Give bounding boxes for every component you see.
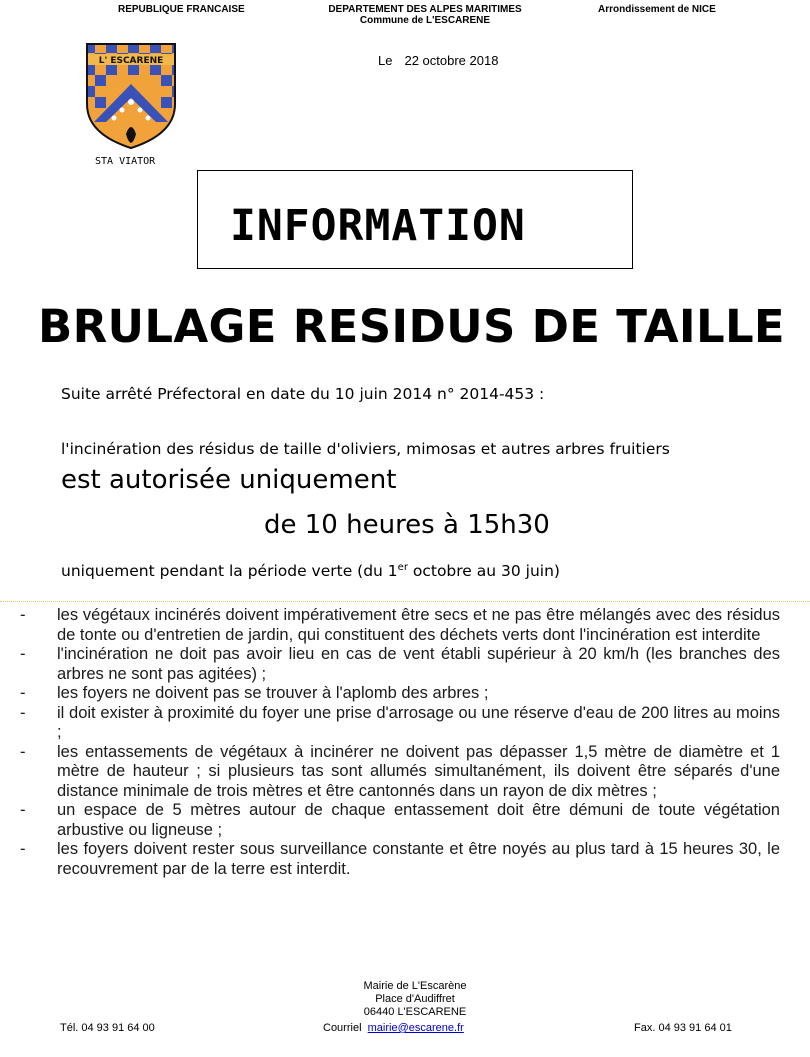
main-title: BRULAGE RESIDUS DE TAILLE <box>38 300 785 353</box>
period-before: uniquement pendant la période verte (du 1 <box>61 562 398 580</box>
header-commune-line: Commune de L'ESCARENE <box>359 15 491 26</box>
information-title: INFORMATION <box>230 201 526 251</box>
rule-item: - l'incinération ne doit pas avoir lieu en cas de vent établi supérieur à 20 km/h (les branches des arbres ne sont pas agitées) ; <box>20 645 780 684</box>
document-date <box>378 53 498 68</box>
rules-list <box>20 606 780 879</box>
rule-item: - les foyers doivent rester sous surveillance constante et être noyés au plus tard à 15 heures 30, le recouvrement par de la terre est interdit. <box>20 840 780 879</box>
rule-item: - les végétaux incinérés doivent impérativement être secs et ne pas être mélangés avec des résidus de tonte ou d'entretien de jardin, qui constituent des déchets verts dont l'incinération est interdite <box>20 606 780 645</box>
hours-text: de 10 heures à 15h30 <box>264 510 550 540</box>
period-text <box>61 562 560 580</box>
footer-fax: Fax. 04 93 91 64 01 <box>634 1022 732 1034</box>
decree-reference: Suite arrêté Préfectoral en date du 10 juin 2014 n° 2014-453 : <box>61 385 545 403</box>
authorized-text: est autorisée uniquement <box>61 465 397 495</box>
rule-item: - un espace de 5 mètres autour de chaque entassement doit être démuni de toute végétation arbustive ou ligneuse ; <box>20 801 780 840</box>
information-box <box>197 170 633 269</box>
rule-item: - il doit exister à proximité du foyer une prise d'arrosage ou une réserve d'eau de 200 litres au moins ; <box>20 704 780 743</box>
period-sup: er <box>397 562 408 573</box>
footer-address-line: Place d'Audiffret <box>375 993 455 1005</box>
crest-motto: STA VIATOR <box>95 156 156 167</box>
footer-phone: Tél. 04 93 91 64 00 <box>60 1022 155 1034</box>
date-value: 22 octobre 2018 <box>404 53 499 68</box>
header-arrondissement: Arrondissement de NICE <box>598 4 716 15</box>
footer-email <box>323 1022 464 1034</box>
header-department-line: DEPARTEMENT DES ALPES MARITIMES <box>328 4 522 15</box>
coat-of-arms-icon <box>84 42 178 150</box>
crest-banner: L' ESCARENE <box>98 56 164 66</box>
email-link[interactable]: mairie@escarene.fr <box>367 1022 464 1034</box>
rule-item: - les entassements de végétaux à incinérer ne doivent pas dépasser 1,5 mètre de diamètre et 1 mètre de hauteur ; si plusieurs tas sont allumés simultanément, ils doivent être séparés d'une distance minimale de trois mètres et être cantonnés dans un rayon de dix mètres ; <box>20 743 780 802</box>
footer-address-line: 06440 L'ESCARENE <box>363 1006 467 1018</box>
scope-text: l'incinération des résidus de taille d'oliviers, mimosas et autres arbres fruitiers <box>61 440 670 458</box>
header-republic: REPUBLIQUE FRANCAISE <box>118 4 245 15</box>
header-department <box>300 4 550 26</box>
date-prefix: Le <box>378 53 393 68</box>
scan-divider <box>0 601 810 602</box>
rule-item: - les foyers ne doivent pas se trouver à l'aplomb des arbres ; <box>20 684 780 704</box>
footer-address-line: Mairie de L'Escarène <box>363 980 467 992</box>
period-after: octobre au 30 juin) <box>407 562 560 580</box>
footer-address <box>300 980 530 1019</box>
email-label: Courriel <box>323 1022 362 1034</box>
